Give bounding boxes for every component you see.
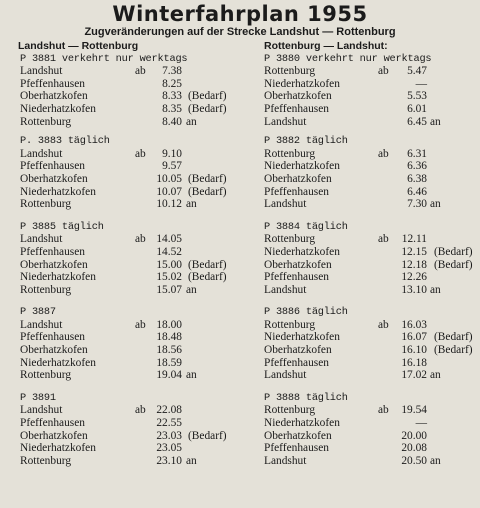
timetable-row — [8, 186, 244, 199]
time-value: 6.01 — [407, 102, 427, 115]
time-value: 23.10 — [156, 454, 182, 467]
timetable-row — [8, 344, 244, 357]
station-name: Landshut — [264, 454, 307, 467]
timetable-row — [262, 357, 476, 370]
station-name: Pfeffenhausen — [264, 442, 329, 455]
train-block — [8, 53, 244, 129]
train-block — [8, 392, 244, 468]
train-block — [262, 135, 476, 211]
request-stop-note: (Bedarf) — [188, 172, 227, 185]
time-value: 18.59 — [156, 356, 182, 369]
time-value: 12.15 — [401, 245, 427, 258]
station-name: Oberhatzkofen — [264, 90, 332, 103]
timetable-row — [8, 103, 244, 116]
arrival-marker: an — [186, 283, 197, 296]
timetable-row — [8, 331, 244, 344]
timetable-row — [262, 430, 476, 443]
timetable-row — [8, 455, 244, 468]
time-value: 13.10 — [401, 283, 427, 296]
timetable-row — [8, 233, 244, 246]
time-value: 10.12 — [156, 198, 182, 211]
station-name: Rottenburg — [264, 65, 316, 78]
time-value: 5.47 — [407, 65, 427, 78]
time-value: 8.33 — [162, 90, 182, 103]
time-value: 6.36 — [407, 160, 427, 173]
request-stop-note: (Bedarf) — [188, 102, 227, 115]
departure-marker: ab — [378, 65, 389, 78]
timetable-row — [8, 271, 244, 284]
timetable-row — [262, 78, 476, 91]
timetable-row — [8, 430, 244, 443]
timetable-row — [262, 65, 476, 78]
station-name: Oberhatzkofen — [20, 258, 88, 271]
train-id-row — [8, 392, 244, 405]
station-name: Niederhatzkofen — [264, 160, 340, 173]
station-name: Landshut — [264, 369, 307, 382]
timetable-row — [8, 198, 244, 211]
timetable-row — [262, 198, 476, 211]
request-stop-note: (Bedarf) — [188, 271, 227, 284]
station-name: Pfeffenhausen — [20, 331, 85, 344]
arrival-marker: an — [430, 454, 441, 467]
station-name: Landshut — [20, 65, 63, 78]
timetable-row — [8, 319, 244, 332]
timetable-row — [262, 173, 476, 186]
time-value: 23.05 — [156, 442, 182, 455]
station-name: Rottenburg — [264, 404, 316, 417]
page-title: Winterfahrplan 1955 — [112, 2, 368, 26]
right-train-list — [262, 53, 476, 468]
arrival-marker: an — [430, 369, 441, 382]
direction-label: Landshut — Rottenburg — [18, 40, 139, 52]
train-block — [8, 306, 244, 382]
time-value: 6.38 — [407, 172, 427, 185]
departure-marker: ab — [135, 233, 146, 246]
request-stop-note: (Bedarf) — [188, 90, 227, 103]
time-value: 5.53 — [407, 90, 427, 103]
time-value: — — [415, 77, 427, 90]
station-name: Pfeffenhausen — [20, 77, 85, 90]
arrival-marker: an — [430, 283, 441, 296]
time-value: 16.03 — [401, 318, 427, 331]
timetable-row — [262, 186, 476, 199]
station-name: Pfeffenhausen — [264, 102, 329, 115]
station-name: Niederhatzkofen — [20, 442, 96, 455]
station-name: Niederhatzkofen — [20, 102, 96, 115]
station-name: Rottenburg — [20, 283, 72, 296]
station-name: Niederhatzkofen — [264, 245, 340, 258]
timetable-row — [262, 455, 476, 468]
request-stop-note: (Bedarf) — [188, 185, 227, 198]
timetable-row — [262, 116, 476, 129]
arrival-marker: an — [430, 115, 441, 128]
time-value: 10.05 — [156, 172, 182, 185]
departure-marker: ab — [135, 147, 146, 160]
station-name: Niederhatzkofen — [264, 417, 340, 430]
station-name: Niederhatzkofen — [264, 331, 340, 344]
station-name: Rottenburg — [20, 454, 72, 467]
station-name: Landshut — [20, 233, 63, 246]
time-value: 14.05 — [156, 233, 182, 246]
station-name: Rottenburg — [20, 198, 72, 211]
train-id-row — [8, 135, 244, 148]
time-value: 19.04 — [156, 369, 182, 382]
arrival-marker: an — [186, 198, 197, 211]
train-id-row — [8, 53, 244, 66]
station-name: Niederhatzkofen — [20, 356, 96, 369]
station-name: Oberhatzkofen — [264, 429, 332, 442]
departure-marker: ab — [135, 318, 146, 331]
departure-marker: ab — [378, 404, 389, 417]
station-name: Oberhatzkofen — [20, 172, 88, 185]
timetable-row — [262, 148, 476, 161]
train-id: P 3882 täglich — [264, 135, 348, 148]
timetable-row — [262, 344, 476, 357]
station-name: Pfeffenhausen — [264, 185, 329, 198]
request-stop-note: (Bedarf) — [434, 344, 473, 357]
departure-marker: ab — [378, 147, 389, 160]
time-value: 16.07 — [401, 331, 427, 344]
departure-marker: ab — [135, 65, 146, 78]
timetable-row — [8, 90, 244, 103]
train-id-row — [262, 53, 476, 66]
time-value: 23.03 — [156, 429, 182, 442]
timetable-row — [262, 271, 476, 284]
train-id: P 3886 täglich — [264, 306, 348, 319]
train-id-row — [262, 135, 476, 148]
station-name: Rottenburg — [20, 115, 72, 128]
timetable-row — [262, 90, 476, 103]
time-value: 10.07 — [156, 185, 182, 198]
train-id-row — [262, 392, 476, 405]
request-stop-note: (Bedarf) — [434, 331, 473, 344]
station-name: Rottenburg — [264, 147, 316, 160]
time-value: — — [415, 417, 427, 430]
time-value: 20.00 — [401, 429, 427, 442]
right-timetable-column — [262, 40, 476, 467]
station-name: Landshut — [264, 283, 307, 296]
train-id: P 3888 täglich — [264, 391, 348, 404]
time-value: 6.31 — [407, 147, 427, 160]
station-name: Oberhatzkofen — [20, 344, 88, 357]
timetable-row — [8, 259, 244, 272]
train-id-row — [8, 221, 244, 234]
train-id: P 3891 — [20, 391, 56, 404]
time-value: 18.00 — [156, 318, 182, 331]
station-name: Landshut — [264, 198, 307, 211]
timetable-row — [262, 233, 476, 246]
arrival-marker: an — [186, 454, 197, 467]
departure-marker: ab — [378, 233, 389, 246]
time-value: 12.26 — [401, 271, 427, 284]
train-block — [8, 135, 244, 211]
station-name: Niederhatzkofen — [264, 77, 340, 90]
timetable-row — [262, 103, 476, 116]
station-name: Landshut — [20, 147, 63, 160]
time-value: 22.08 — [156, 404, 182, 417]
timetable-row — [8, 173, 244, 186]
timetable-row — [8, 116, 244, 129]
time-value: 7.38 — [162, 65, 182, 78]
timetable-row — [262, 284, 476, 297]
time-value: 9.57 — [162, 160, 182, 173]
left-train-list — [8, 53, 244, 468]
timetable-row — [262, 259, 476, 272]
train-id: P 3881 verkehrt nur werktags — [20, 52, 188, 65]
timetable-row — [8, 65, 244, 78]
departure-marker: ab — [378, 318, 389, 331]
time-value: 6.45 — [407, 115, 427, 128]
time-value: 8.35 — [162, 102, 182, 115]
departure-marker: ab — [135, 404, 146, 417]
timetable-row — [8, 442, 244, 455]
time-value: 8.25 — [162, 77, 182, 90]
time-value: 12.11 — [401, 233, 427, 246]
time-value: 19.54 — [401, 404, 427, 417]
page-subtitle: Zugveränderungen auf der Strecke Landshut — Rottenburg — [84, 26, 396, 38]
train-id-row — [262, 306, 476, 319]
time-value: 16.10 — [401, 344, 427, 357]
time-value: 18.48 — [156, 331, 182, 344]
station-name: Landshut — [20, 318, 63, 331]
left-direction-header — [8, 40, 244, 53]
time-value: 7.30 — [407, 198, 427, 211]
station-name: Pfeffenhausen — [20, 245, 85, 258]
timetable-row — [262, 331, 476, 344]
time-value: 15.00 — [156, 258, 182, 271]
request-stop-note: (Bedarf) — [188, 429, 227, 442]
station-name: Oberhatzkofen — [20, 429, 88, 442]
request-stop-note: (Bedarf) — [434, 245, 473, 258]
station-name: Oberhatzkofen — [264, 172, 332, 185]
timetable-row — [8, 148, 244, 161]
station-name: Pfeffenhausen — [264, 356, 329, 369]
train-id-row — [262, 221, 476, 234]
station-name: Oberhatzkofen — [264, 344, 332, 357]
train-block — [262, 392, 476, 468]
timetable-row — [262, 319, 476, 332]
timetable-row — [8, 404, 244, 417]
train-block — [262, 306, 476, 382]
time-value: 15.07 — [156, 283, 182, 296]
timetable-row — [8, 369, 244, 382]
train-id: P 3885 täglich — [20, 220, 104, 233]
time-value: 15.02 — [156, 271, 182, 284]
timetable-row — [262, 417, 476, 430]
train-id-row — [8, 306, 244, 319]
station-name: Pfeffenhausen — [20, 160, 85, 173]
direction-label: Rottenburg — Landshut: — [264, 40, 388, 52]
timetable-row — [8, 357, 244, 370]
station-name: Rottenburg — [264, 233, 316, 246]
request-stop-note: (Bedarf) — [434, 258, 473, 271]
station-name: Rottenburg — [20, 369, 72, 382]
timetable-row — [262, 404, 476, 417]
station-name: Landshut — [264, 115, 307, 128]
time-value: 22.55 — [156, 417, 182, 430]
train-id: P 3887 — [20, 306, 56, 319]
time-value: 6.46 — [407, 185, 427, 198]
timetable-row — [8, 78, 244, 91]
time-value: 20.08 — [401, 442, 427, 455]
arrival-marker: an — [186, 115, 197, 128]
train-id: P. 3883 täglich — [20, 135, 110, 148]
train-block — [8, 221, 244, 297]
time-value: 14.52 — [156, 245, 182, 258]
station-name: Niederhatzkofen — [20, 185, 96, 198]
time-value: 17.02 — [401, 369, 427, 382]
station-name: Landshut — [20, 404, 63, 417]
train-block — [262, 221, 476, 297]
time-value: 8.40 — [162, 115, 182, 128]
train-id: P 3884 täglich — [264, 220, 348, 233]
timetable-row — [262, 246, 476, 259]
timetable-row — [262, 369, 476, 382]
station-name: Rottenburg — [264, 318, 316, 331]
request-stop-note: (Bedarf) — [188, 258, 227, 271]
station-name: Oberhatzkofen — [264, 258, 332, 271]
station-name: Pfeffenhausen — [20, 417, 85, 430]
timetable-row — [8, 246, 244, 259]
arrival-marker: an — [186, 369, 197, 382]
timetable-row — [262, 442, 476, 455]
timetable-row — [8, 284, 244, 297]
right-direction-header — [262, 40, 476, 53]
train-block — [262, 53, 476, 129]
station-name: Oberhatzkofen — [20, 90, 88, 103]
time-value: 20.50 — [401, 454, 427, 467]
timetable-row — [262, 160, 476, 173]
left-timetable-column — [8, 40, 244, 467]
timetable-row — [8, 417, 244, 430]
time-value: 18.56 — [156, 344, 182, 357]
train-id: P 3880 verkehrt nur werktags — [264, 52, 432, 65]
time-value: 16.18 — [401, 356, 427, 369]
time-value: 12.18 — [401, 258, 427, 271]
station-name: Niederhatzkofen — [20, 271, 96, 284]
station-name: Pfeffenhausen — [264, 271, 329, 284]
arrival-marker: an — [430, 198, 441, 211]
timetable-row — [8, 160, 244, 173]
time-value: 9.10 — [162, 147, 182, 160]
